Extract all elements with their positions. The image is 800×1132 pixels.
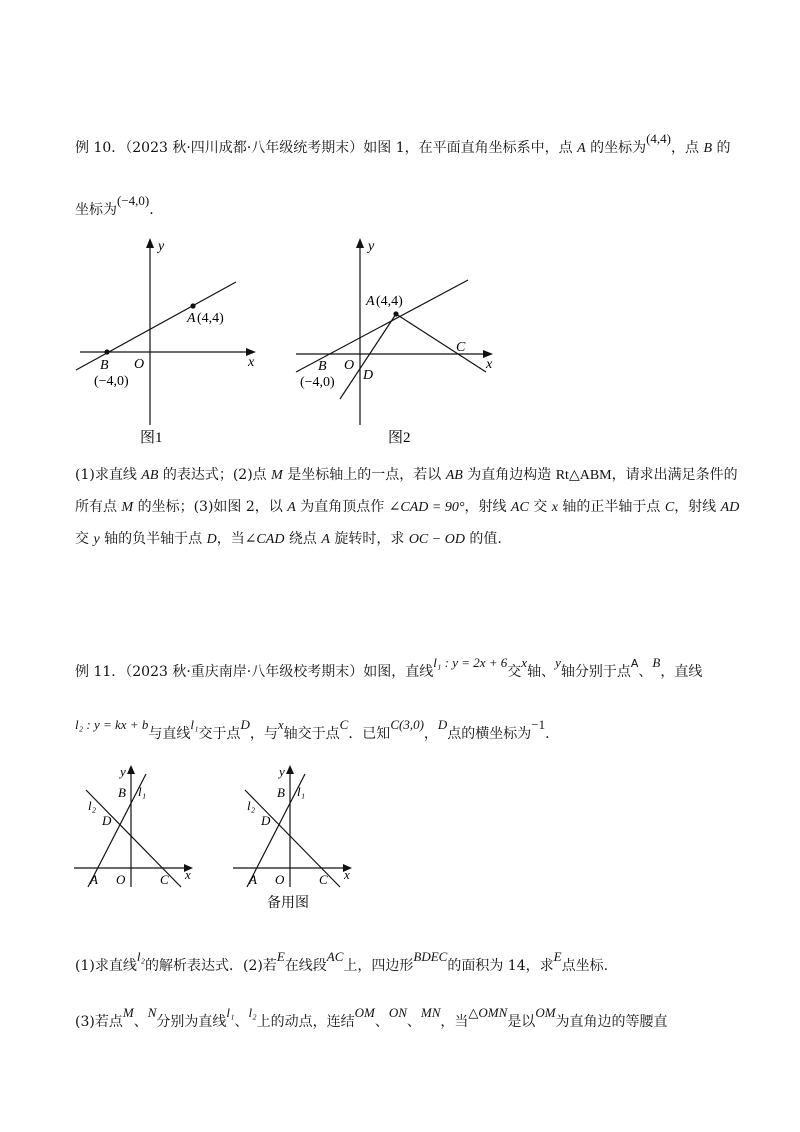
figA-point-c-label: C [160, 872, 169, 887]
ex11-line2: l₂ : y = kx + b与直线l₁交于点D，与x轴交于点C．已知C(3,0)，D点的横坐标为−1. [75, 717, 550, 742]
fig2-point-b-label: B [318, 359, 327, 374]
figA-origin-label: O [116, 872, 126, 887]
fig1-point-a-coord: (4,4) [197, 311, 224, 326]
ex10-question-line1: (1)求直线 AB 的表达式；(2)点 M 是坐标轴上的一点，若以 AB 为直角边构造 Rt△ABM，请求出满足条件的 [75, 467, 738, 483]
ex10-figure-2 [290, 235, 510, 450]
fig2-point-d-label: D [363, 368, 374, 383]
figA-y-label: y [120, 764, 126, 779]
ex10-question-line3: 交 y 轴的负半轴于点 D，当∠CAD 绕点 A 旋转时，求 OC − OD 的值. [75, 531, 502, 547]
fig1-x-label: x [248, 355, 255, 370]
fig2-origin-label: O [344, 358, 355, 373]
fig1-point-a-label: A [187, 311, 196, 326]
fig2-point-a-label: A [366, 294, 375, 309]
ex11-question-line2: (3)若点M、N分别为直线l₁、l₂上的动点，连结OM、ON、MN，当△OMN是以OM为直角边的等腰直 [75, 1005, 668, 1030]
figB-point-a-label: A [249, 872, 257, 887]
ex11-line1: 例 11．（2023 秋·重庆南岸·八年级校考期末）如图，直线l₁ : y = 2x + 6交x轴、y轴分别于点$^A$、B，直线 [75, 655, 703, 680]
figA-x-label: x [185, 867, 191, 882]
figB-point-c-label: C [319, 872, 328, 887]
ex10-question-line2: 所有点 M 的坐标；(3)如图 2，以 A 为直角顶点作 ∠CAD = 90°，射线 AC 交 x 轴的正半轴于点 C，射线 AD [75, 499, 740, 515]
figB-y-label: y [279, 764, 285, 779]
fig1-caption: 图1 [140, 430, 163, 446]
fig2-y-label: y [368, 239, 375, 254]
figB-caption: 备用图 [267, 896, 309, 911]
figB-l2-label: l₂ [247, 798, 256, 813]
fig1-point-b-label: B [100, 358, 109, 373]
fig2-point-a-coord: (4,4) [376, 294, 403, 309]
ex11-figure [72, 762, 202, 897]
figA-l2-label: l₂ [88, 798, 97, 813]
fig2-x-label: x [486, 357, 493, 372]
figB-point-d-label: D [261, 813, 271, 828]
ex10-figure-1 [70, 235, 270, 450]
figB-l1-label: l₁ [297, 784, 306, 799]
ex10-line2: 坐标为(−4,0). [75, 193, 154, 218]
figA-l1-label: l₁ [138, 784, 147, 799]
figB-origin-label: O [275, 872, 285, 887]
fig2-point-b-coord: (−4,0) [300, 375, 335, 390]
ex11-question-line1: (1)求直线l₂的解析表达式．(2)若E在线段AC上，四边形BDEC的面积为 14，求E点坐标. [75, 949, 609, 974]
ex10-line1: 例 10．（2023 秋·四川成都·八年级统考期末）如图 1，在平面直角坐标系中，点 A 的坐标为(4,4)，点 B 的 [75, 131, 731, 156]
figB-x-label: x [344, 867, 350, 882]
figB-point-b-label: B [277, 785, 285, 800]
figA-point-d-label: D [102, 813, 112, 828]
fig1-origin-label: O [134, 357, 145, 372]
fig2-caption: 图2 [388, 430, 411, 446]
fig2-point-c-label: C [456, 340, 466, 355]
figA-point-b-label: B [118, 785, 126, 800]
fig1-point-b-coord: (−4,0) [94, 374, 129, 389]
fig1-y-label: y [158, 239, 165, 254]
figA-point-a-label: A [90, 872, 98, 887]
ex11-backup-figure [231, 762, 371, 922]
